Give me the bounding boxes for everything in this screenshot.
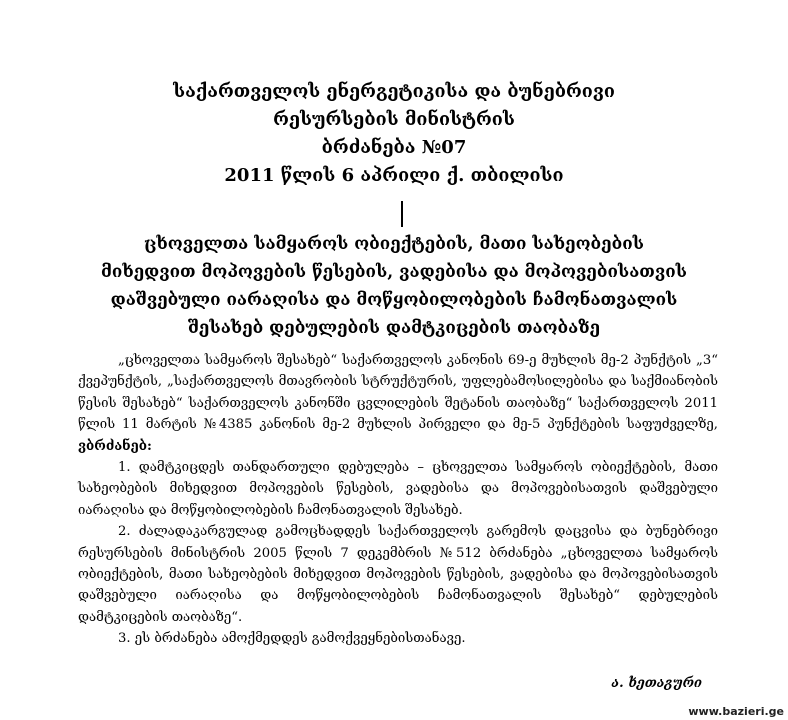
- ministry-title-line-1: საქართველოს ენერგეტიკისა და ბუნებრივი: [173, 81, 615, 102]
- intro-text: „ცხოველთა სამყაროს შესახებ“ საქართველოს კანონის 69-ე მუხლის მე-2 პუნქტის „3“ ქვეპუნქტის, „საქართველოს მთავრობის სტრუქტურის, უფლებამოსილებისა და საქმიანობის წესის შესახებ“ საქართველოს კანონში ცვლილების შეტანის თაობაზე“ საქართველოს 2011 წლის 11 მარტის №4385 კანონის მე-2 მუხლის პირველი და მე-5 პუნქტების საფუძველზე,: [78, 353, 718, 433]
- intro-bold-verb: ვბრძანებ:: [78, 438, 152, 454]
- subject-line-2: მიხედვით მოპოვების წესების, ვადებისა და მოპოვებისათვის: [101, 262, 687, 282]
- document-header: [0, 78, 788, 190]
- vertical-divider: [401, 201, 403, 227]
- item-3-paragraph: 3. ეს ბრძანება ამოქმედდეს გამოქვეყნებისთანავე.: [118, 631, 466, 647]
- signature: ა. ხეთაგური: [611, 676, 702, 691]
- order-date-place: 2011 წლის 6 აპრილი ქ. თბილისი: [224, 165, 564, 186]
- item-1-paragraph: 1. დამტკიცდეს თანდართული დებულება – ცხოველთა სამყაროს ობიექტების, მათი სახეობების მიხედვით მოპოვების წესების, ვადებისა და მოპოვებისათვის დაშვებული იარაღისა და მოწყობილობების ჩამონათვალის შესახებ.: [78, 460, 718, 518]
- item-2-paragraph: 2. ძალადაკარგულად გამოცხადდეს საქართველოს გარემოს დაცვისა და ბუნებრივი რესურსების მინისტრის 2005 წლის 7 დეკემბრის №512 ბრძანება „ცხოველთა სამყაროს ობიექტების, მათი სახეობების მიხედვით მოპოვების წესების, ვადებისა და მოპოვებისათვის დაშვებული იარაღისა და მოწყობილობების ჩამონათვალის შესახებ“ დებულების დამტკიცების თაობაზე“.: [78, 524, 718, 625]
- ministry-title-line-2: რესურსების მინისტრის: [273, 109, 515, 130]
- document-body: [78, 350, 718, 650]
- intro-paragraph: [78, 350, 718, 457]
- order-number: ბრძანება №07: [321, 137, 467, 158]
- subject-line-1: ცხოველთა სამყაროს ობიექტების, მათი სახეობების: [144, 234, 644, 254]
- document-subject: [0, 230, 788, 342]
- watermark: www.bazieri.ge: [688, 705, 784, 718]
- subject-line-4: შესახებ დებულების დამტკიცების თაობაზე: [187, 318, 601, 338]
- subject-line-3: დაშვებული იარაღისა და მოწყობილობების ჩამონათვალის: [110, 290, 678, 310]
